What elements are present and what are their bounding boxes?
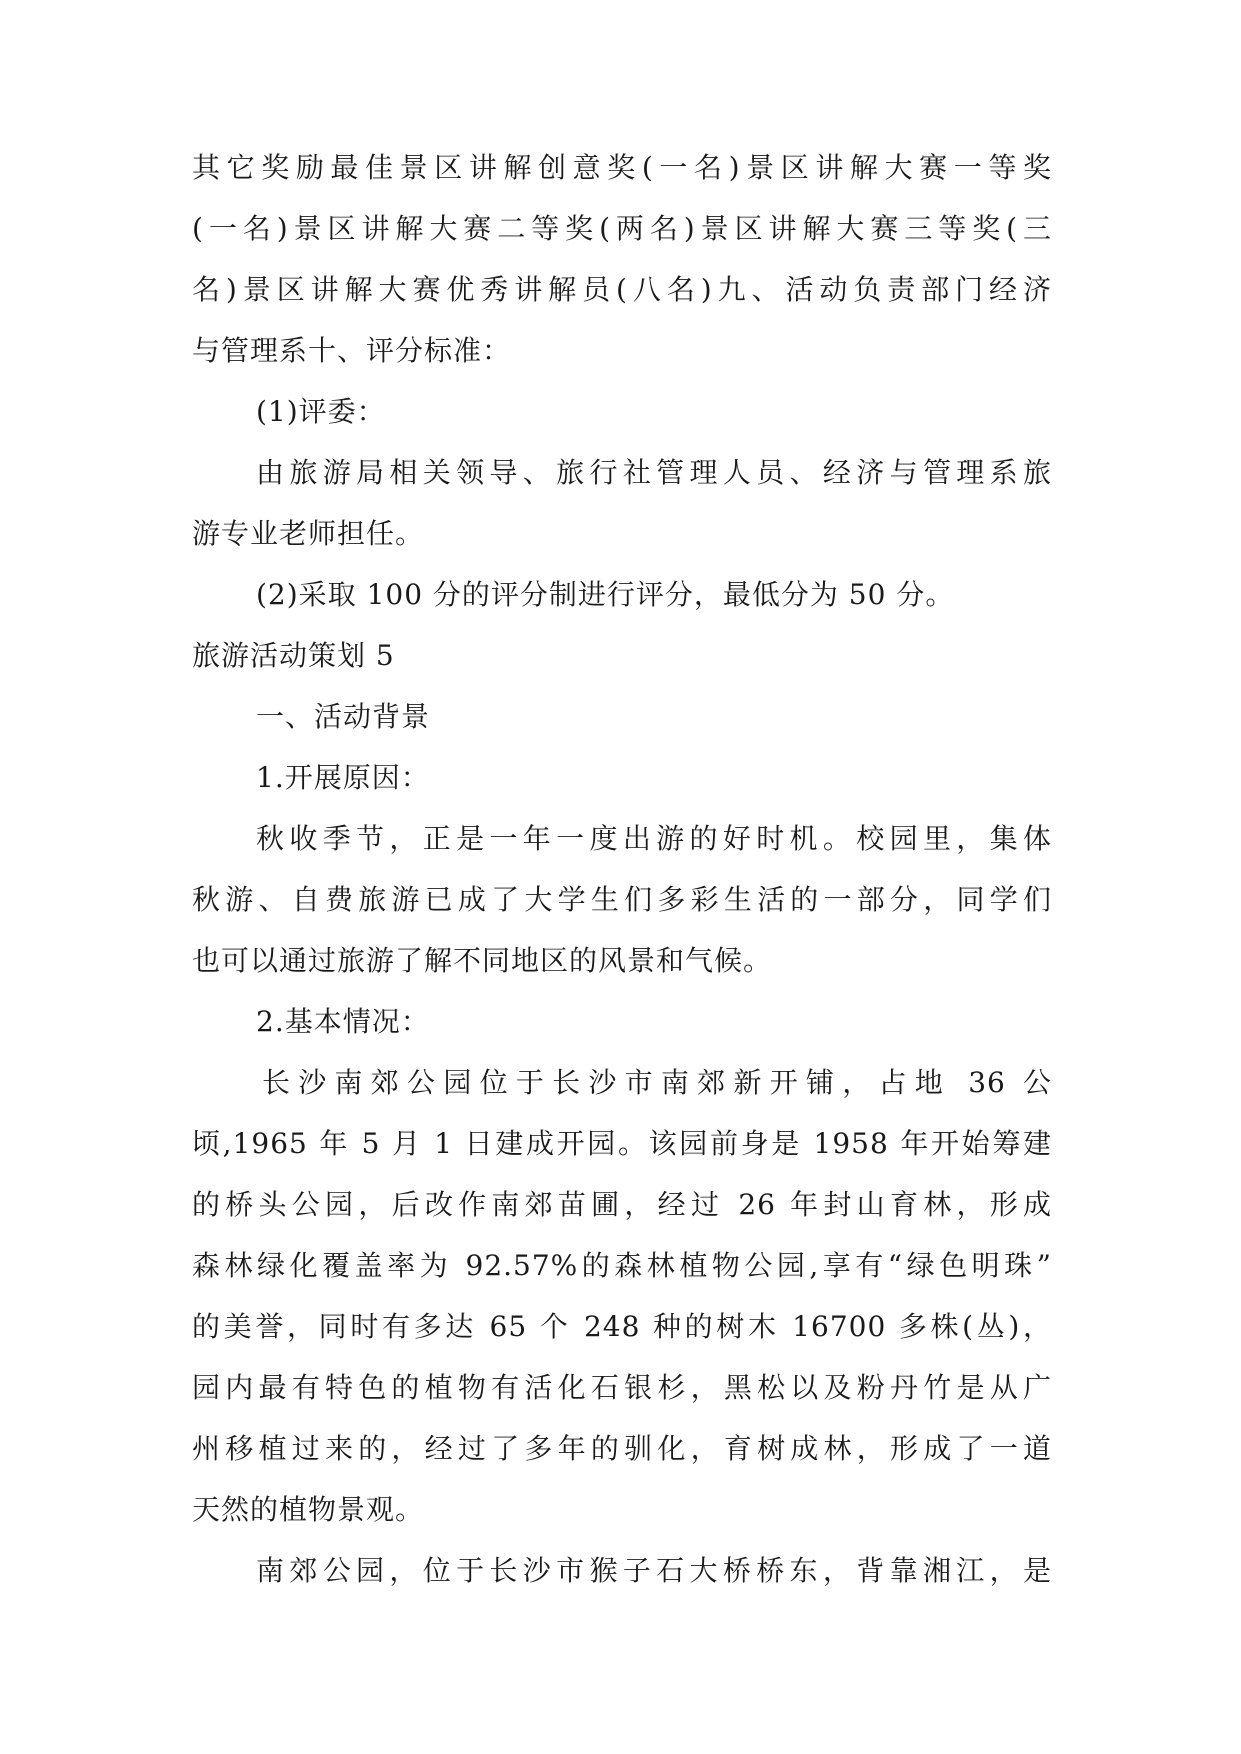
text-line: 秋游、自费旅游已成了大学生们多彩生活的一部分，同学们	[192, 883, 1052, 916]
text-line: 长沙南郊公园位于长沙市南郊新开铺，占地 36 公	[262, 1066, 1052, 1099]
text-line: 森林绿化覆盖率为 92.57%的森林植物公园,享有“绿色明珠”	[192, 1249, 1052, 1282]
text-line: 秋收季节，正是一年一度出游的好时机。校园里，集体	[256, 822, 1052, 855]
text-line: 其它奖励最佳景区讲解创意奖(一名)景区讲解大赛一等奖	[192, 151, 1052, 184]
text-line: (1)评委：	[256, 395, 386, 428]
text-line: 2.基本情况：	[256, 1005, 430, 1038]
text-line: 名)景区讲解大赛优秀讲解员(八名)九、活动负责部门经济	[192, 273, 1052, 306]
text-line: 的桥头公园，后改作南郊苗圃，经过 26 年封山育林，形成	[192, 1188, 1052, 1221]
text-line: 南郊公园，位于长沙市猴子石大桥桥东，背靠湘江，是	[256, 1554, 1052, 1587]
text-line: 也可以通过旅游了解不同地区的风景和气候。	[192, 944, 773, 977]
text-line: 州移植过来的，经过了多年的驯化，育树成林，形成了一道	[192, 1432, 1052, 1465]
text-line: 与管理系十、评分标准：	[192, 334, 512, 367]
text-line: 的美誉，同时有多达 65 个 248 种的树木 16700 多株(丛)，	[192, 1310, 1052, 1343]
section-heading: 旅游活动策划 5	[192, 639, 395, 672]
text-line: 一、活动背景	[256, 700, 431, 733]
text-line: 园内最有特色的植物有活化石银杉，黑松以及粉丹竹是从广	[192, 1371, 1052, 1404]
text-line: 顷,1965 年 5 月 1 日建成开园。该园前身是 1958 年开始筹建	[192, 1127, 1052, 1160]
text-line: 游专业老师担任。	[192, 517, 425, 550]
text-line: (2)采取 100 分的评分制进行评分，最低分为 50 分。	[256, 578, 955, 611]
text-line: (一名)景区讲解大赛二等奖(两名)景区讲解大赛三等奖(三	[192, 212, 1052, 245]
text-line: 1.开展原因：	[256, 761, 430, 794]
text-line: 由旅游局相关领导、旅行社管理人员、经济与管理系旅	[256, 456, 1052, 489]
text-line: 天然的植物景观。	[192, 1493, 425, 1526]
